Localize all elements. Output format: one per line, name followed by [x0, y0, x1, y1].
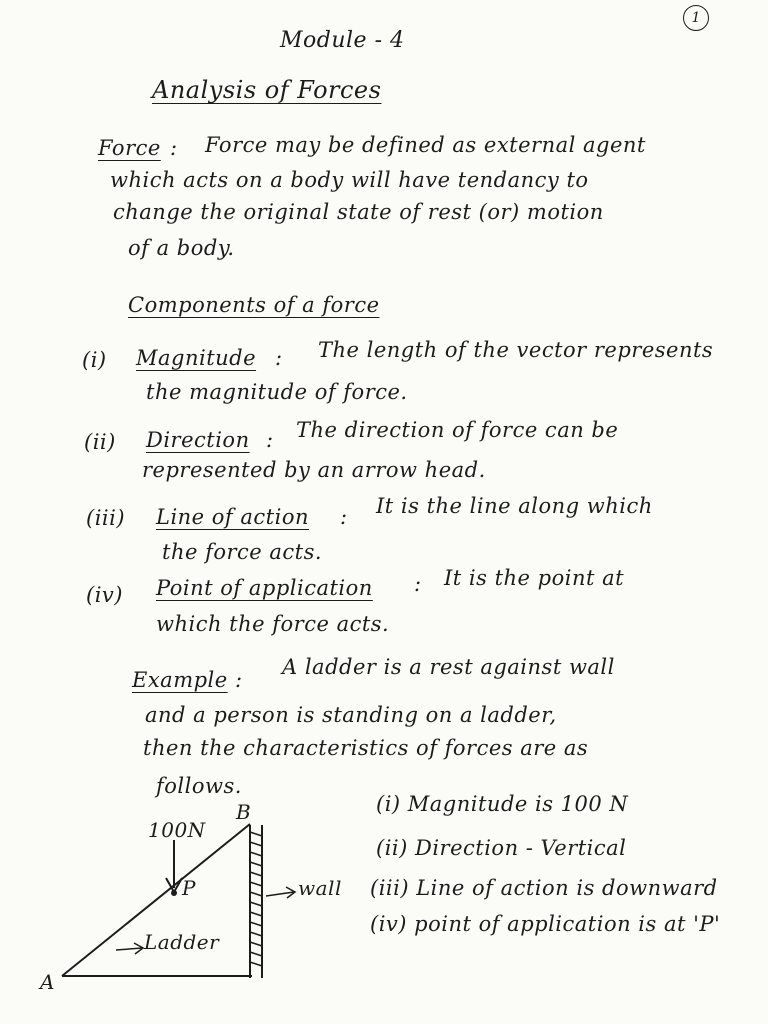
component-3-line-2: the force acts.	[162, 540, 323, 564]
component-2-line-1: The direction of force can be	[296, 418, 619, 442]
label-a: A	[40, 970, 55, 994]
force-def-line-2: which acts on a body will have tendancy to	[110, 168, 589, 192]
component-1-term: Magnitude	[136, 346, 257, 370]
force-value-label: 100N	[148, 818, 206, 842]
page-number: 1	[683, 5, 709, 31]
component-3-sep: :	[340, 505, 348, 529]
example-sep: :	[235, 668, 243, 692]
component-4-line-2: which the force acts.	[156, 612, 390, 636]
page-title: Analysis of Forces	[152, 76, 382, 104]
wall-label: wall	[298, 876, 342, 900]
component-1-sep: :	[275, 346, 283, 370]
module-title: Module - 4	[280, 28, 405, 53]
component-1-num: (i)	[82, 348, 107, 372]
ladder-pointer	[116, 948, 142, 950]
example-term: Example	[132, 668, 228, 692]
point-p-dot	[171, 890, 177, 896]
example-line-2: and a person is standing on a ladder,	[145, 703, 557, 727]
wall-hatching	[250, 832, 262, 966]
characteristic-3: (iii) Line of action is downward	[370, 876, 718, 900]
component-3-line-1: It is the line along which	[376, 494, 653, 518]
components-heading: Components of a force	[128, 293, 380, 317]
label-p: P	[182, 876, 196, 900]
force-sep: :	[170, 136, 178, 160]
component-4-sep: :	[414, 572, 422, 596]
characteristic-1: (i) Magnitude is 100 N	[376, 792, 629, 816]
component-2-term: Direction	[146, 428, 250, 452]
label-b: B	[236, 800, 252, 824]
example-line-1: A ladder is a rest against wall	[282, 655, 615, 679]
characteristic-4: (iv) point of application is at 'P'	[370, 912, 721, 936]
force-def-line-1: Force may be defined as external agent	[205, 133, 646, 157]
component-3-term: Line of action	[156, 505, 309, 529]
characteristic-2: (ii) Direction - Vertical	[376, 836, 627, 860]
component-2-num: (ii)	[84, 430, 116, 454]
component-1-line-2: the magnitude of force.	[146, 380, 408, 404]
force-def-line-3: change the original state of rest (or) motion	[113, 200, 604, 224]
force-def-line-4: of a body.	[128, 236, 235, 260]
component-3-num: (iii)	[86, 506, 126, 530]
component-4-term: Point of application	[156, 576, 373, 600]
force-term: Force	[98, 136, 161, 160]
example-line-4: follows.	[156, 774, 242, 798]
component-1-line-1: The length of the vector represents	[318, 338, 714, 362]
ladder-label: Ladder	[144, 930, 220, 954]
example-line-3: then the characteristics of forces are as	[143, 736, 589, 760]
component-2-line-2: represented by an arrow head.	[142, 458, 486, 482]
component-4-line-1: It is the point at	[444, 566, 625, 590]
component-4-num: (iv)	[86, 583, 123, 607]
component-2-sep: :	[266, 428, 274, 452]
